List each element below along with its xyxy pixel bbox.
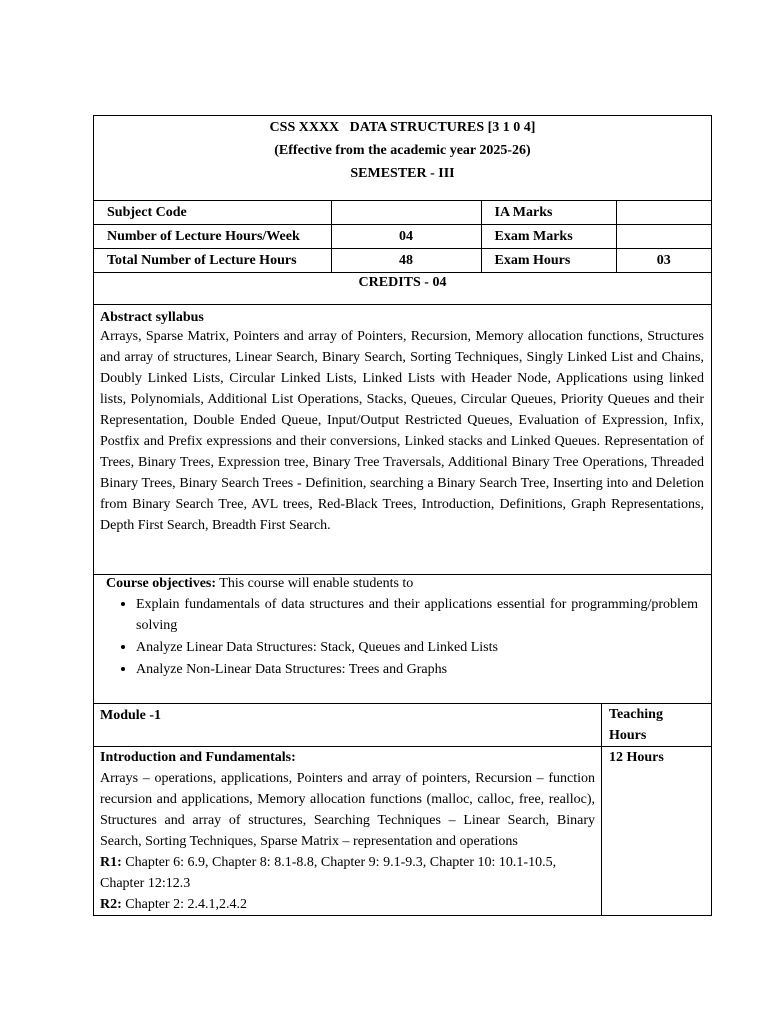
lecture-hours-week-value: 04 — [331, 225, 481, 249]
subject-code-label: Subject Code — [94, 201, 331, 225]
exam-hours-value: 03 — [656, 253, 671, 268]
reference-r2 — [100, 894, 595, 915]
abstract-syllabus — [94, 305, 711, 575]
module-topic: Introduction and Fundamentals: — [100, 750, 296, 765]
semester: SEMESTER - III — [350, 166, 455, 181]
list-item: • Analyze Non-Linear Data Structures: Trees and Graphs — [136, 658, 698, 680]
info-section — [94, 201, 711, 273]
exam-marks-value — [616, 225, 711, 249]
module-title: Module -1 — [94, 704, 602, 746]
total-lecture-hours-value: 48 — [331, 249, 481, 273]
abstract-title: Abstract syllabus — [100, 310, 204, 325]
r2-text: Chapter 2: 2.4.1,2.4.2 — [121, 897, 247, 912]
course-objectives — [94, 575, 711, 704]
module-header — [94, 704, 711, 747]
teaching-hours-header-line2: Hours — [609, 728, 647, 743]
reference-r1 — [100, 852, 595, 894]
module-body — [94, 747, 711, 915]
objectives-list — [106, 593, 698, 680]
table-row — [94, 249, 711, 273]
subject-code-value — [331, 201, 481, 225]
list-item: • Explain fundamentals of data structures and their applications essential for programming/problem solving — [136, 593, 698, 636]
module-content — [94, 747, 602, 915]
objectives-intro — [106, 575, 698, 593]
r1-text: Chapter 6: 6.9, Chapter 8: 8.1-8.8, Chapter 9: 9.1-9.3, Chapter 10: 10.1-10.5, Chapter 12:12.3 — [100, 855, 557, 891]
table-row — [94, 225, 711, 249]
syllabus-table — [93, 115, 712, 916]
objectives-intro-text: This course will enable students to — [216, 576, 414, 591]
exam-hours-label: Exam Hours — [481, 249, 616, 273]
teaching-hours-header — [602, 704, 711, 746]
abstract-text: Arrays, Sparse Matrix, Pointers and array of Pointers, Recursion, Memory allocation functions, Structures and array of structures, Linear Search, Binary Search, Sorting Techniques, Singly Linked List and Chains, Doubly Linked Lists, Circular Linked Lists, Linked Lists with Header Node, Applications using linked lists, Polynomials, Additional List Operations, Stacks, Queues, Circular Queues, Priority Queues and their Representation, Double Ended Queue, Input/Output Restricted Queues, Evaluation of Expression, Infix, Postfix and Prefix expressions and their conversions, Linked stacks and Linked Queues. Representation of Trees, Binary Trees, Expression tree, Binary Tree Traversals, Additional Binary Tree Operations, Threaded Binary Trees, Binary Search Trees - Definition, searching a Binary Search Tree, Inserting into and Deletion from Binary Search Tree, AVL trees, Red-Black Trees, Introduction, Definitions, Graph Representations, Depth First Search, Breadth First Search. — [100, 329, 704, 533]
list-item: • Analyze Linear Data Structures: Stack, Queues and Linked Lists — [136, 636, 698, 658]
lecture-hours-week-label: Number of Lecture Hours/Week — [94, 225, 331, 249]
table-row — [94, 201, 711, 225]
effective-year: (Effective from the academic year 2025-26) — [274, 143, 531, 158]
total-lecture-hours-label: Total Number of Lecture Hours — [94, 249, 331, 273]
module-text: Arrays – operations, applications, Pointers and array of pointers, Recursion – function recursion and applications, Memory allocation functions (malloc, calloc, free, realloc), Structures and array of structures, Searching Techniques – Linear Search, Binary Search, Sorting Techniques, Sparse Matrix – representation and operations — [100, 771, 595, 849]
ia-marks-label: IA Marks — [481, 201, 616, 225]
course-header — [94, 116, 711, 201]
course-title: CSS XXXX DATA STRUCTURES [3 1 0 4] — [269, 120, 536, 135]
module-hours: 12 Hours — [609, 750, 664, 765]
ia-marks-value — [616, 201, 711, 225]
r1-label: R1: — [100, 855, 122, 870]
credits: CREDITS - 04 — [94, 273, 711, 305]
exam-marks-label: Exam Marks — [481, 225, 616, 249]
objectives-label: Course objectives: — [106, 576, 217, 591]
teaching-hours-header-line1: Teaching — [609, 707, 663, 722]
info-table — [94, 201, 711, 272]
r2-label: R2: — [100, 897, 122, 912]
